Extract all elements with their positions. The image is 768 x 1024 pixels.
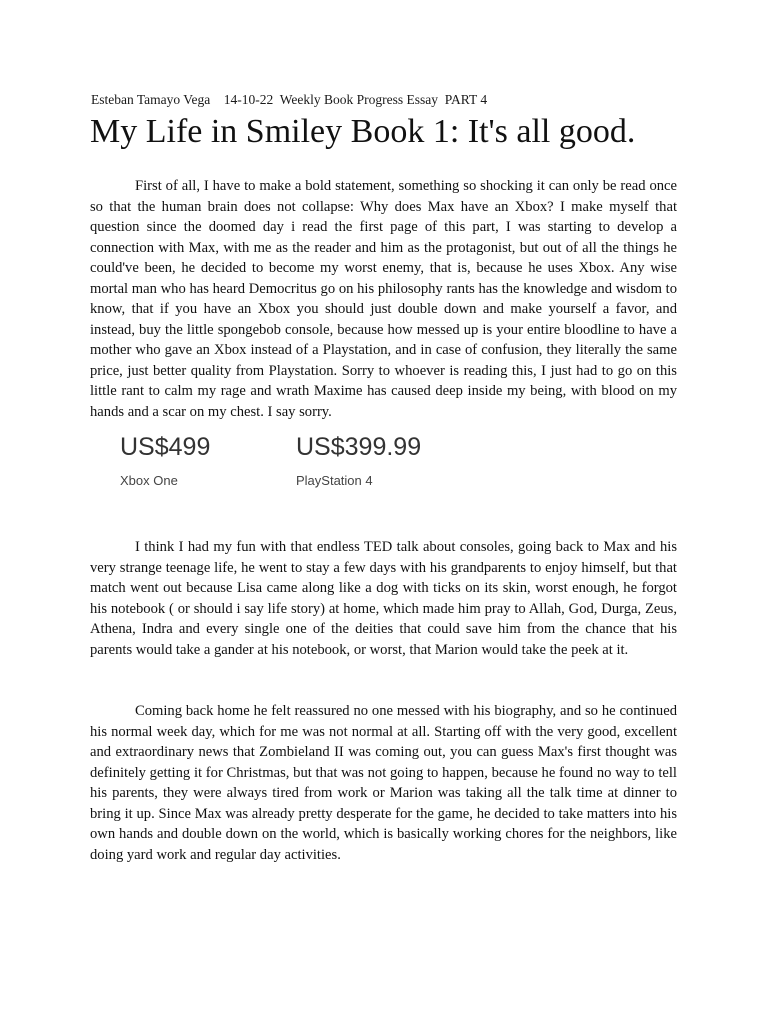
playstation-price-panel — [296, 430, 421, 490]
playstation-price: US$399.99 — [296, 433, 422, 461]
xbox-product-name: Xbox One — [120, 473, 178, 488]
xbox-price-panel — [120, 430, 210, 490]
playstation-product-name: PlayStation 4 — [296, 473, 373, 488]
page-title: My Life in Smiley Book 1: It's all good. — [90, 113, 636, 150]
header-info: Esteban Tamayo Vega 14-10-22 Weekly Book Progress Essay PART 4 — [91, 92, 488, 107]
paragraph-1: First of all, I have to make a bold statement, something so shocking it can only be read once so that the human brain does not collapse: Why does Max have an Xbox? I make myself that question since the doomed day i read the first page of this part, I was starting to develop a connection with Max, with me as the reader and him as the protagonist, but out of all the things he could've been, he decided to become my worst enemy, that is, because he uses Xbox. Any wise mortal man who has heard Democritus go on his philosophy rants has the knowledge and wisdom to know, that if you have an Xbox you should just double down and make yourself a favor, and instead, buy the little spongebob console, because how messed up is your entire bloodline to have a mother who gave an Xbox instead of a Playstation, and in case of confusion, they literally the same price, just better quality from Playstation. Sorry to whoever is reading this, I just had to go on this little rant to calm my rage and wrath Maxime has caused deep inside my being, with blood on my hands and a scar on my chest. I say sorry. — [90, 178, 677, 420]
paragraph-2: I think I had my fun with that endless TED talk about consoles, going back to Max and his very strange teenage life, he went to stay a few days with his grandparents to enjoy himself, but that match went out because Lisa came along like a dog with ticks on its skin, worst enough, he forgot his notebook ( or should i say life story) at home, which made him pray to Allah, God, Durga, Zeus, Athena, Indra and every single one of the deities that could save him from the chance that his parents would take a gander at his notebook, or worst, that Marion would take the peek at it. — [90, 539, 677, 658]
xbox-price: US$499 — [120, 433, 211, 461]
paragraph-3: Coming back home he felt reassured no one messed with his biography, and so he continued his normal week day, which for me was not normal at all. Starting off with the very good, excellent and extraordinary news that Zombieland II was coming out, you can guess Max's first thought was definitely getting it for Christmas, but that was not going to happen, because he found no way to tell his parents, they were always tired from work or Marion was taking all the talk time at dinner to bring it up. Since Max was already pretty desperate for the game, he decided to take matters into his own hands and double down on the world, which is basically working chores for the neighbors, like doing yard work and regular day activities. — [90, 703, 677, 863]
